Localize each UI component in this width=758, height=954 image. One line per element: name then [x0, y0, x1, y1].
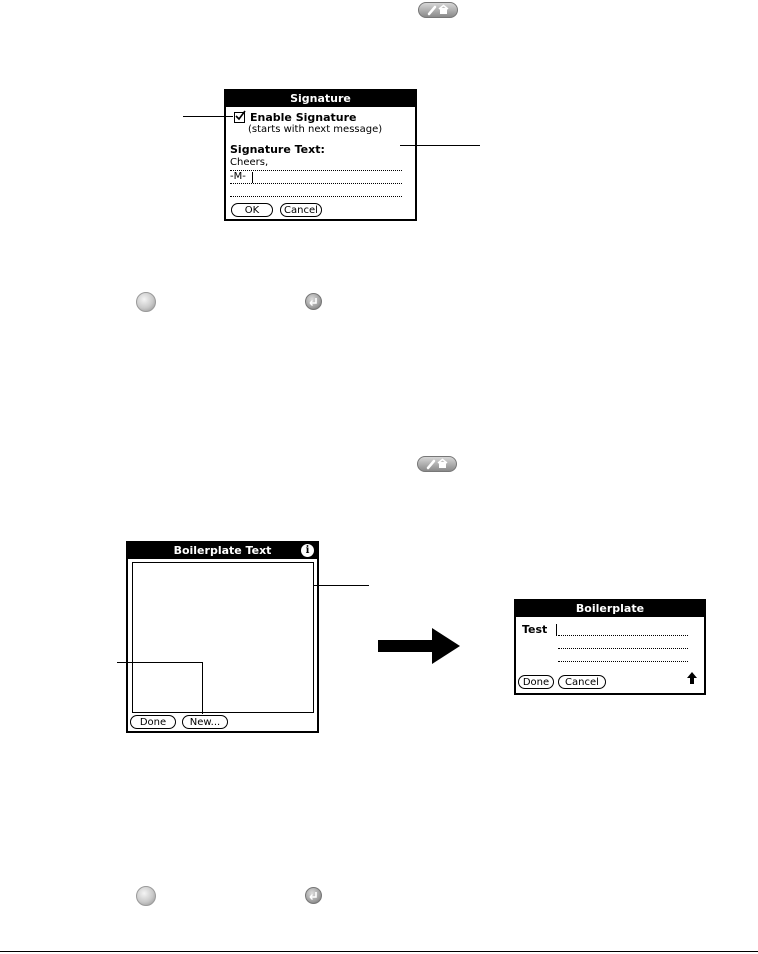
enable-signature-note: (starts with next message) [248, 124, 383, 135]
new-button[interactable]: New... [182, 715, 228, 729]
page-bottom-rule [0, 951, 758, 952]
grey-round-button-icon-2 [136, 886, 156, 906]
signature-text-field[interactable] [230, 157, 402, 201]
enable-signature-label: Enable Signature [250, 111, 357, 124]
text-cursor [252, 172, 253, 183]
boilerplate-text-title: Boilerplate Text [128, 543, 317, 559]
signature-dialog-title: Signature [226, 91, 415, 107]
signature-text-line1: Cheers, [230, 157, 269, 168]
enter-button-icon-2 [305, 887, 322, 904]
cancel-button[interactable]: Cancel [280, 203, 322, 217]
callout-line-new-v [202, 662, 203, 714]
callout-line-checkbox [183, 116, 233, 117]
text-cursor-2 [556, 624, 557, 636]
signature-text-line2: -M- [230, 171, 246, 182]
menu-home-icon [418, 2, 458, 18]
check-icon [234, 110, 246, 122]
scroll-up-arrow-icon[interactable] [687, 672, 697, 684]
callout-line-list [313, 585, 369, 586]
menu-home-icon-2 [417, 456, 457, 472]
ok-button[interactable]: OK [231, 203, 273, 217]
boilerplate-text-field[interactable] [556, 623, 690, 663]
enter-button-icon [305, 293, 322, 310]
boilerplate-text-dialog [126, 541, 319, 733]
grey-round-button-icon [136, 292, 156, 312]
boilerplate-edit-dialog [514, 599, 706, 695]
boilerplate-text-label: Test [522, 623, 548, 636]
callout-line-text [400, 145, 480, 146]
done-button-2[interactable]: Done [518, 675, 554, 689]
signature-dialog [224, 89, 417, 221]
boilerplate-edit-title: Boilerplate [516, 601, 704, 617]
right-arrow-icon [378, 626, 460, 666]
boilerplate-list[interactable] [132, 562, 314, 713]
done-button[interactable]: Done [130, 715, 176, 729]
callout-line-new-h [117, 662, 203, 663]
info-icon[interactable]: i [301, 544, 314, 557]
enable-signature-checkbox[interactable] [234, 112, 245, 123]
cancel-button-2[interactable]: Cancel [558, 675, 606, 689]
signature-text-label: Signature Text: [230, 143, 325, 156]
